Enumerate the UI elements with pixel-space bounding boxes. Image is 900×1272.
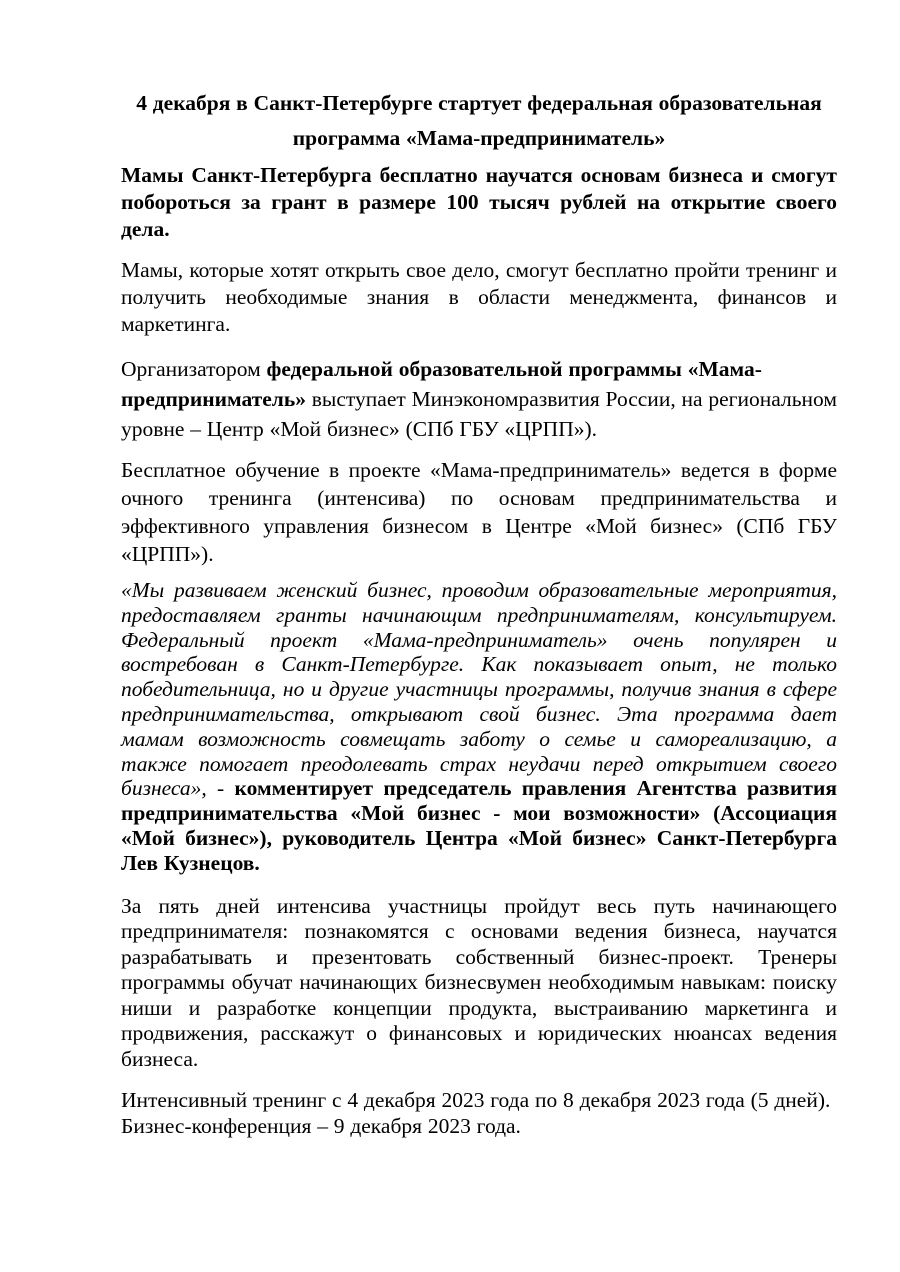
paragraph-intensive-details [121,894,837,1073]
document-title-segment: 4 декабря в Санкт-Петербурге стартует федеральная образовательная программа «Мама-предприниматель» [136,91,822,150]
paragraph-training-intro-segment: Мамы, которые хотят открыть свое дело, смогут бесплатно пройти тренинг и получить необходимые знания в области менеджмента, финансов и маркетинга. [121,258,837,336]
lead-paragraph [121,162,837,243]
quote-paragraph [121,578,837,876]
quote-paragraph-segment: комментирует председатель правления Агентства развития предпринимательства «Мой бизнес - мои возможности» (Ассоциация «Мой бизнес»), руководитель Центра «Мой бизнес» Санкт-Петербурга Лев Кузнецов. [121,776,837,875]
paragraph-training-intro [121,257,837,338]
paragraph-intensive-details-segment: За пять дней интенсива участницы пройдут весь путь начинающего предпринимателя: познакомятся с основами ведения бизнеса, научатся разрабатывать и презентовать собственный бизнес-проект. Тренеры программы обучат начинающих бизнесвумен необходимым навыкам: поиску ниши и разработке концепции продукта, выстраиванию маркетинга и продвижения, расскажут о финансовых и юридических нюансах ведения бизнеса. [121,893,837,1071]
quote-paragraph-segment: «Мы развиваем женский бизнес, проводим образовательные мероприятия, предоставляем гранты начинающим предпринимателям, консультируем. Федеральный проект «Мама-предприниматель» очень популярен и востребован в Санкт-Петербурге. Как показывает опыт, не только победительница, но и другие участницы программы, получив знания в сфере предпринимательства, открывают свой бизнес. Эта программа дает мамам возможность совмещать заботу о семье и самореализацию, а также помогает преодолевать страх неудачи перед открытием своего бизнеса», [121,578,837,801]
paragraph-dates-segment: Интенсивный тренинг с 4 декабря 2023 года по 8 декабря 2023 года (5 дней). [121,1088,831,1113]
paragraph-course-format [121,456,837,568]
document-body [121,86,837,1139]
document-title [121,86,837,156]
paragraph-organizer [121,354,837,444]
paragraph-organizer-segment: выступает Минэкономразвития России, на региональном уровне – Центр «Мой бизнес» (СПб ГБУ «ЦРПП»). [121,387,837,441]
paragraph-organizer-segment: Организатором [121,357,267,381]
paragraph-course-format-segment: Бесплатное обучение в проекте «Мама-предприниматель» ведется в форме очного тренинга (интенсива) по основам предпринимательства и эффективного управления бизнесом в Центре «Мой бизнес» (СПб ГБУ «ЦРПП»). [121,458,837,566]
quote-paragraph-segment: - [206,776,235,801]
paragraph-dates [121,1087,837,1139]
lead-paragraph-segment: Мамы Санкт-Петербурга бесплатно научатся основам бизнеса и смогут побороться за грант в размере 100 тысяч рублей на открытие своего дела. [121,163,837,241]
paragraph-organizer-segment: предприниматель» [121,387,306,411]
paragraph-dates-segment: Бизнес-конференция – 9 декабря 2023 года. [121,1114,521,1139]
paragraph-organizer-segment: федеральной образовательной программы «Мама- [266,357,762,381]
